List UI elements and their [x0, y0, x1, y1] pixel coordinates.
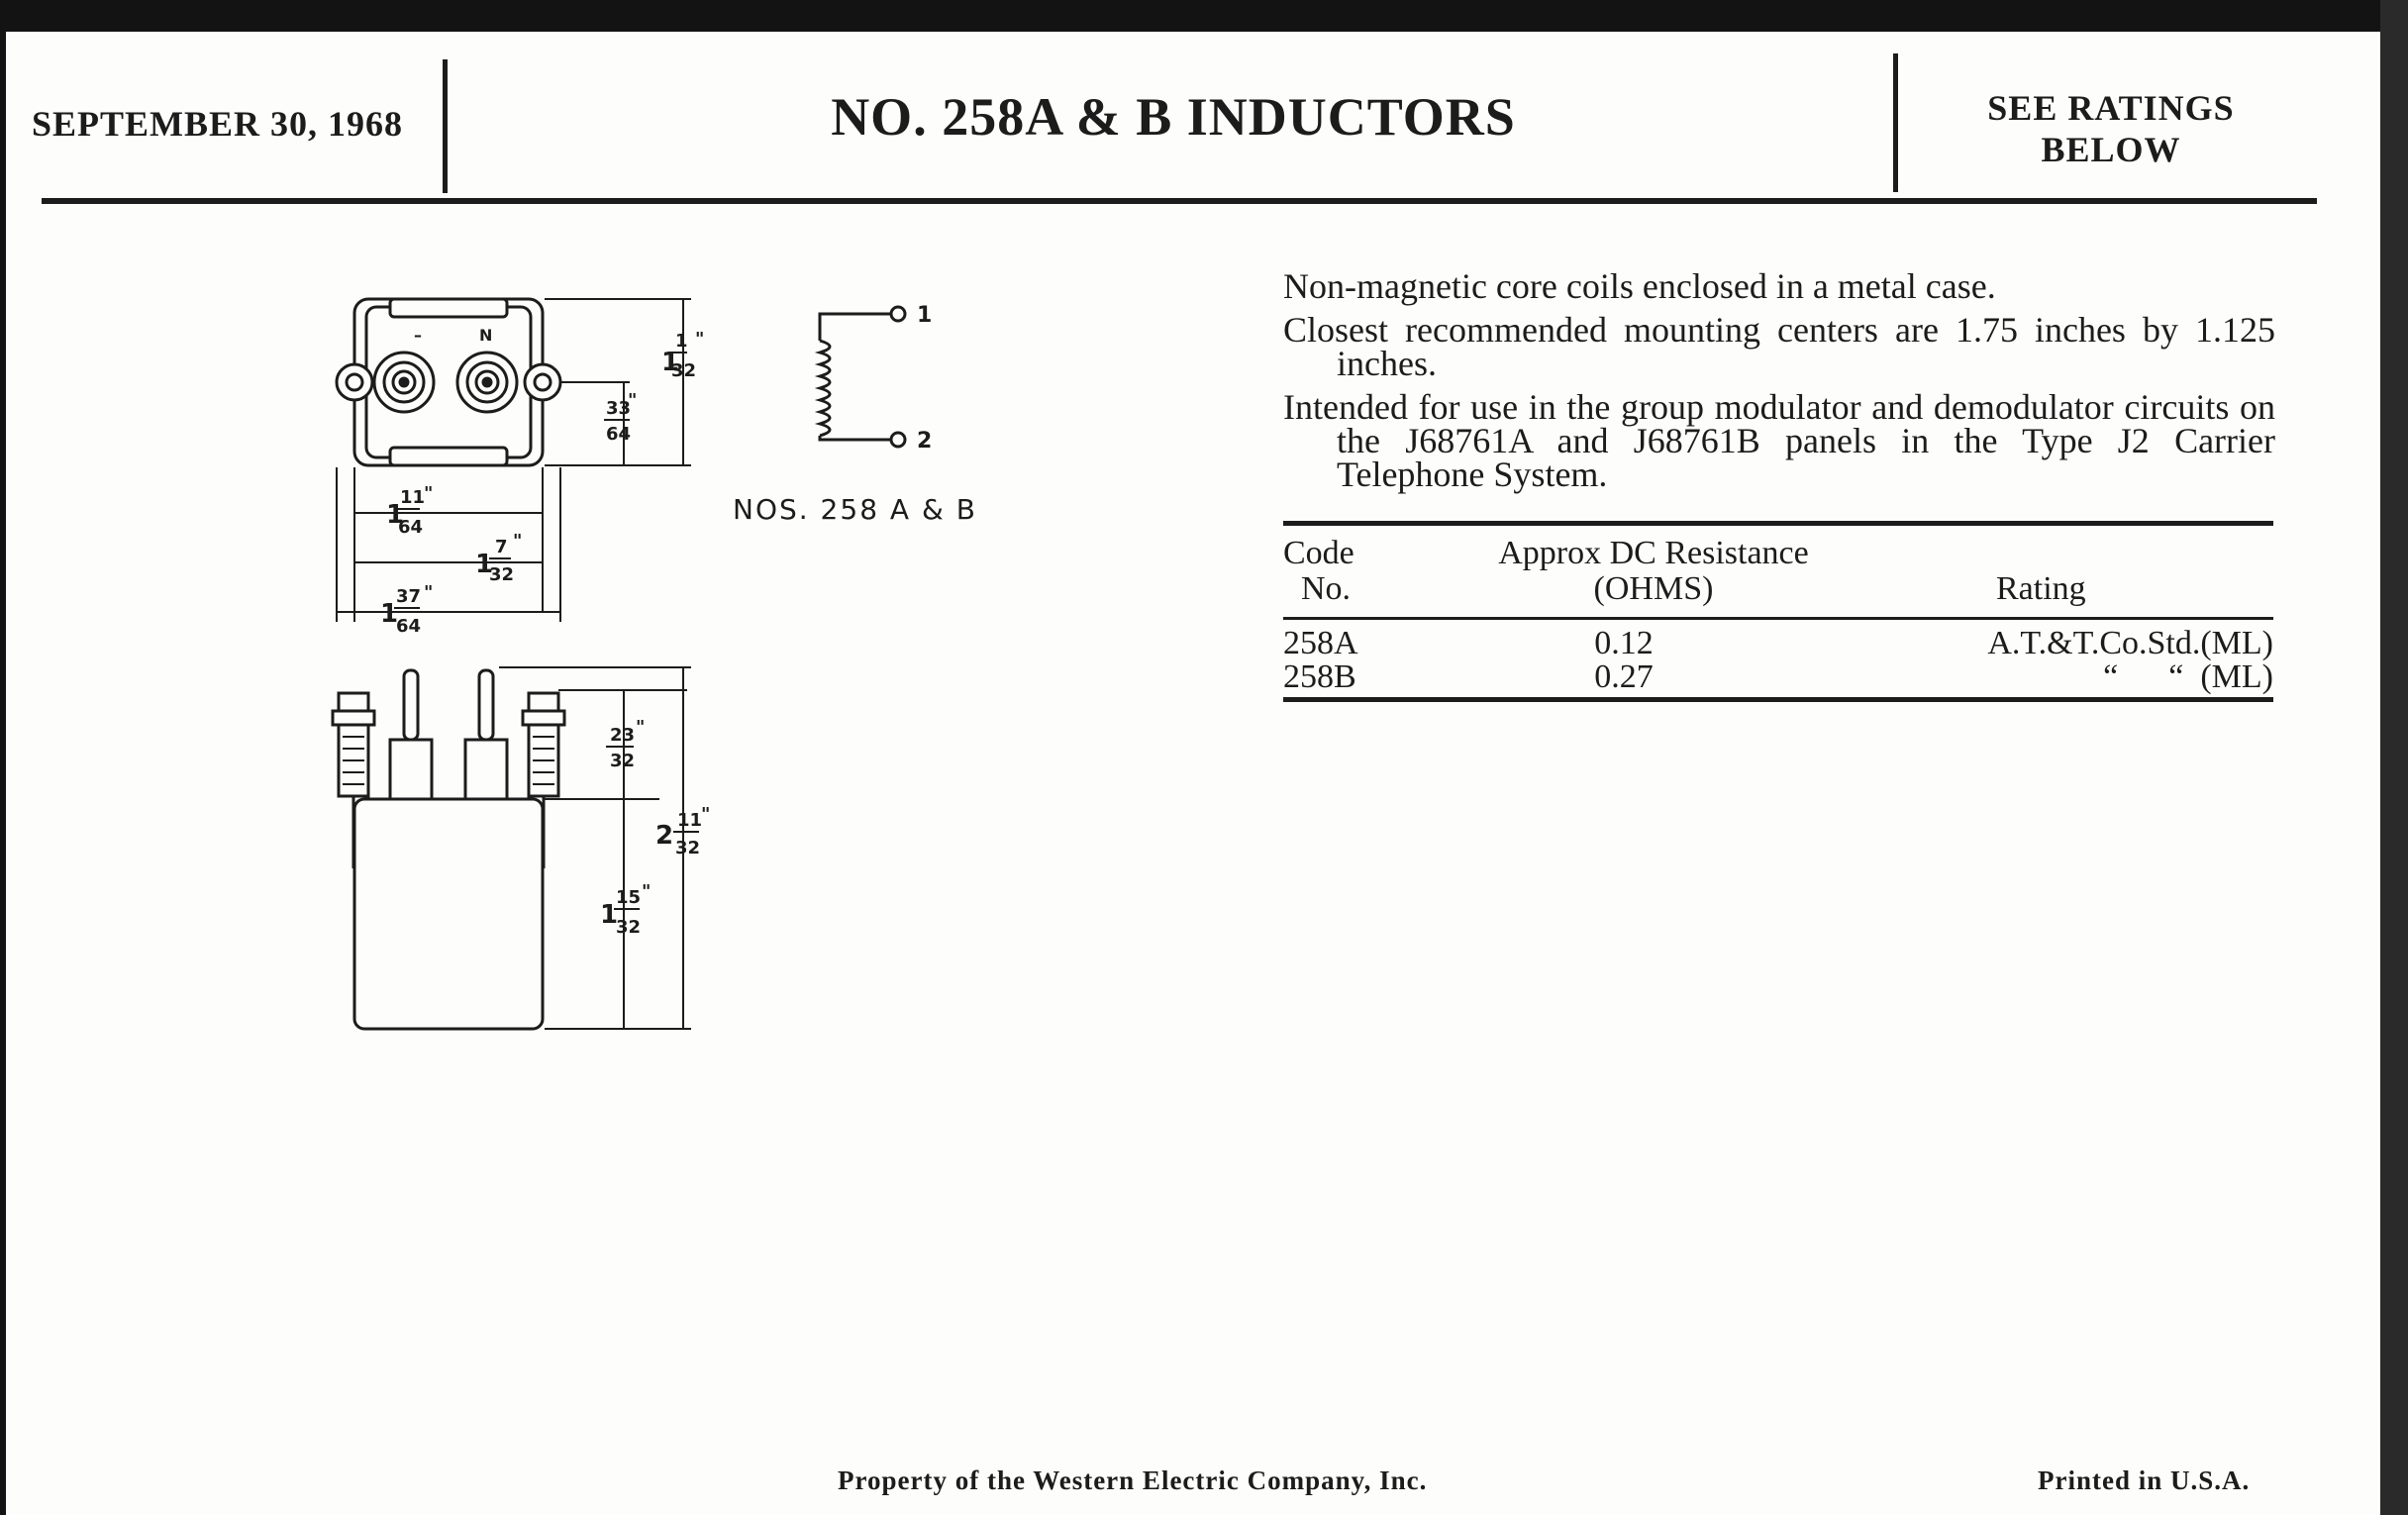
dim-body-den: 32 — [616, 917, 642, 938]
ratings-note-line1: SEE RATINGS — [1987, 88, 2235, 128]
coil-terminal-2 — [891, 433, 905, 447]
dim-half-den: 64 — [606, 424, 632, 445]
coil-symbol — [820, 341, 830, 436]
page-title: NO. 258A & B INDUCTORS — [831, 87, 1516, 147]
inductor-drawing-svg — [303, 269, 1115, 1061]
dim-w2-den: 32 — [489, 564, 515, 585]
header-resistance-line2: (OHMS) — [1593, 570, 1714, 607]
dim-top-whole: 1 — [661, 348, 680, 377]
drawing-caption: NOS. 258 A & B — [733, 493, 977, 526]
scan-edge — [2380, 0, 2408, 1515]
header-divider-right — [1893, 53, 1898, 192]
svg-text:": " — [513, 531, 523, 552]
table-body — [1283, 620, 2273, 709]
ratings-table — [1283, 521, 2273, 702]
dim-total-num: 11 — [677, 810, 703, 831]
svg-text:": " — [424, 582, 434, 603]
side-view-case — [354, 799, 543, 1029]
mark-minus: – — [414, 326, 422, 345]
dim-half-num: 33 — [606, 398, 632, 419]
header — [6, 32, 2380, 205]
header-rule — [42, 198, 2317, 204]
description-para-2: Closest recommended mounting centers are 1.75 inches by 1.125 inches. — [1283, 310, 2275, 383]
dim-stud-den: 32 — [610, 751, 636, 771]
dim-w2-whole: 1 — [475, 550, 494, 579]
header-ratings-note — [1903, 87, 2319, 170]
footer-property: Property of the Western Electric Company, Inc. — [838, 1465, 1428, 1495]
mark-n: N — [479, 326, 493, 345]
description-para-1: Non-magnetic core coils enclosed in a metal case. — [1283, 266, 1996, 306]
ratings-note-line2: BELOW — [2041, 130, 2181, 169]
document-sheet — [6, 32, 2380, 1515]
inductor-drawing — [303, 269, 1115, 1061]
svg-text:": " — [628, 390, 638, 411]
svg-text:": " — [636, 717, 646, 738]
svg-text:": " — [642, 881, 652, 902]
header-code — [1283, 536, 1354, 607]
cell-rating: “ “ (ML) — [2103, 658, 2273, 695]
dim-top-num: 1 — [675, 331, 688, 352]
cell-resistance: 0.12 — [1594, 625, 1654, 661]
dim-w1-whole: 1 — [386, 500, 405, 530]
mount-left — [337, 364, 372, 400]
mount-right — [525, 364, 560, 400]
dim-body-whole: 1 — [600, 900, 619, 930]
dim-top-den: 32 — [671, 360, 697, 381]
header-date: SEPTEMBER 30, 1968 — [32, 104, 404, 144]
table-row — [1283, 626, 2273, 661]
svg-text:": " — [424, 483, 434, 504]
coil-label-2: 2 — [917, 429, 933, 454]
dim-w3-den: 64 — [396, 616, 422, 637]
svg-text:": " — [701, 804, 711, 825]
svg-text:": " — [695, 329, 705, 350]
dim-stud-num: 23 — [610, 725, 636, 746]
description-para-3: Intended for use in the group modulator and demodulator circuits on the J68761A and J68761B panels in the Type J2 Carrier Telephone System. — [1283, 387, 2275, 494]
dim-w1-num: 11 — [400, 487, 426, 508]
table-header — [1283, 526, 2273, 617]
dim-total-whole: 2 — [655, 821, 674, 851]
cell-code: 258A — [1283, 625, 1358, 661]
cell-code: 258B — [1283, 658, 1356, 695]
dim-w1-den: 64 — [398, 517, 424, 538]
dim-w3-whole: 1 — [380, 599, 399, 629]
header-resistance-line1: Approx DC Resistance — [1498, 535, 1809, 571]
dim-w2-num: 7 — [495, 537, 508, 557]
coil-label-1: 1 — [917, 303, 933, 328]
description — [1283, 266, 2275, 501]
footer-printed: Printed in U.S.A. — [2038, 1465, 2251, 1495]
cell-rating: A.T.&T.Co.Std.(ML) — [1987, 625, 2273, 661]
header-code-line2: No. — [1301, 570, 1352, 607]
dim-total-den: 32 — [675, 838, 701, 858]
coil-terminal-1 — [891, 307, 905, 321]
header-rating: Rating — [1996, 570, 2086, 607]
header-resistance — [1465, 536, 1842, 607]
dim-body-num: 15 — [616, 887, 642, 908]
cell-resistance: 0.27 — [1594, 658, 1654, 695]
header-code-line1: Code — [1283, 535, 1354, 571]
table-row — [1283, 659, 2273, 695]
dim-w3-num: 37 — [396, 586, 422, 607]
